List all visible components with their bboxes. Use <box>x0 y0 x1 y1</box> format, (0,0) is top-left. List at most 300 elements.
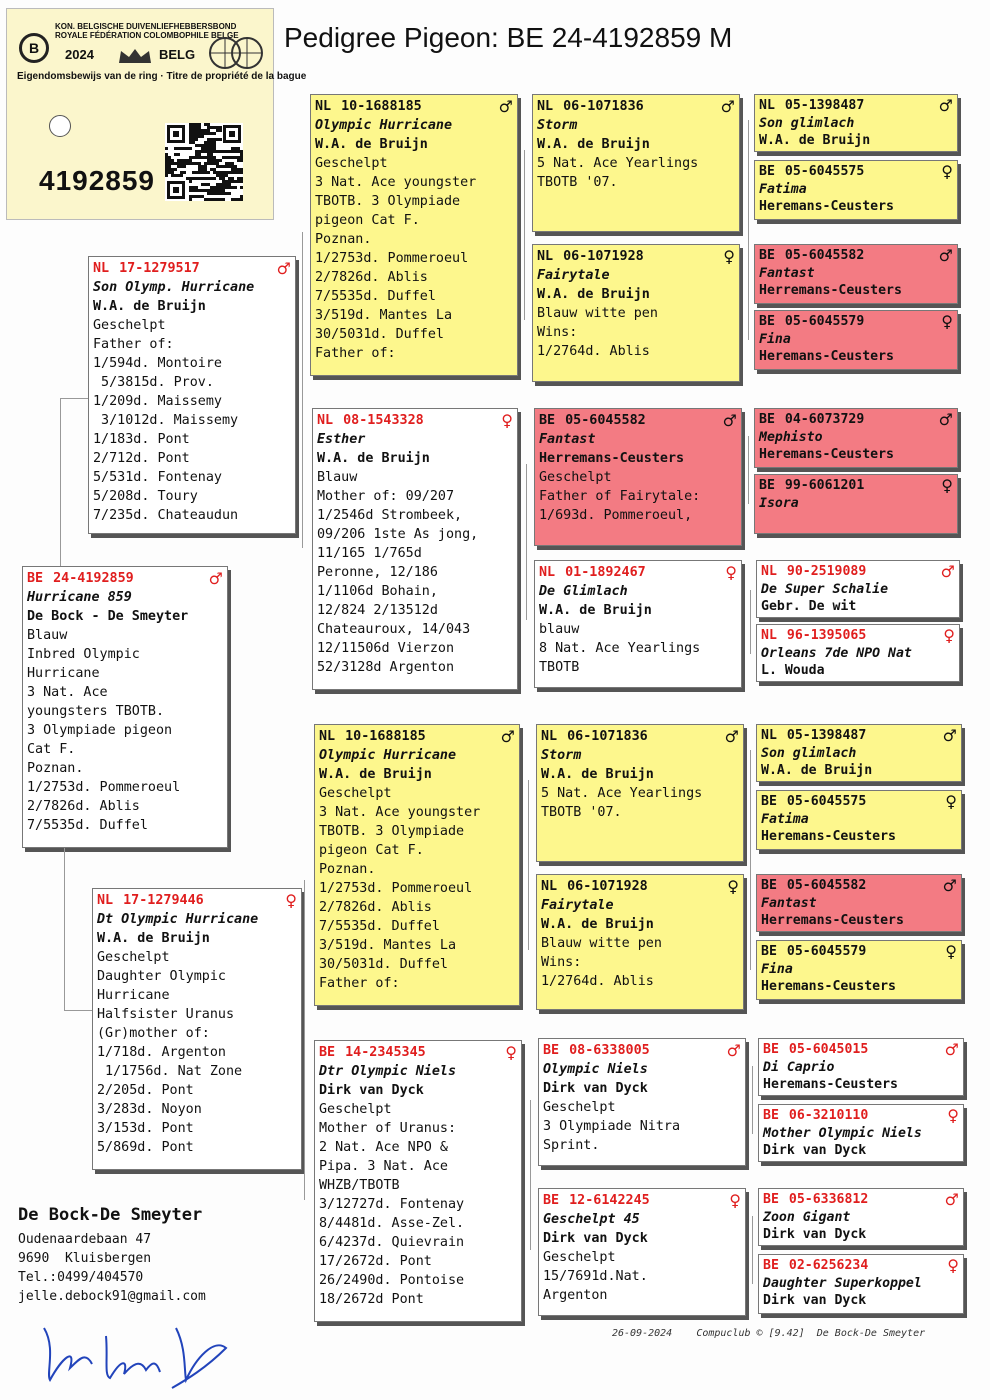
card-line: TBOTB '07. <box>537 175 618 190</box>
ring-number: 05-6045575 <box>786 794 867 809</box>
card-line: Blauw <box>317 470 358 485</box>
pigeon-name: Storm <box>541 748 582 763</box>
pigeon-name: Di Caprio <box>763 1059 835 1075</box>
ring-number: 14-2345345 <box>345 1045 426 1060</box>
country-code: BE <box>759 314 775 329</box>
card-header <box>759 477 953 495</box>
pigeon-name: Fatima <box>759 181 807 197</box>
card-header <box>541 727 739 746</box>
ring-number: 05-6045582 <box>786 878 867 893</box>
connector-line <box>750 590 751 654</box>
card-header <box>759 313 953 331</box>
ring-number: 17-1279517 <box>119 261 200 276</box>
sex-icon: ♀ <box>723 247 735 266</box>
card-header <box>763 1107 959 1125</box>
card-line: 2 Nat. Ace NPO & <box>319 1140 448 1155</box>
pigeon-owner: W.A. de Bruijn <box>537 137 650 152</box>
pedigree-card-g14[interactable] <box>758 1104 964 1162</box>
pigeon-owner: W.A. de Bruijn <box>539 603 652 618</box>
card-line: Geschelpt <box>319 786 392 801</box>
ring-hole <box>49 115 71 137</box>
ring-number: 17-1279446 <box>123 893 204 908</box>
pedigree-card-g9[interactable] <box>756 724 962 782</box>
pigeon-name: Fina <box>761 961 793 977</box>
country-code: NL <box>537 99 554 114</box>
card-header <box>319 1043 517 1062</box>
country-code: BE <box>759 164 775 179</box>
ring-number: 04-6073729 <box>784 412 865 427</box>
pigeon-name: Mephisto <box>759 429 823 445</box>
country-code: NL <box>537 249 554 264</box>
address-phone: Tel.:0499/404570 <box>18 1270 144 1285</box>
card-line: 2/7826d. Ablis <box>315 270 428 285</box>
card-header <box>315 97 513 116</box>
pedigree-card-fm[interactable] <box>312 408 518 690</box>
country-code: NL <box>541 879 558 894</box>
card-line: 11/165 1/765d <box>317 546 422 561</box>
pedigree-card-g3[interactable] <box>754 244 958 304</box>
pedigree-card-mother[interactable] <box>92 888 302 1170</box>
card-header <box>763 1041 959 1059</box>
country-code: NL <box>761 564 777 579</box>
connector-line <box>750 750 751 970</box>
globe-logo-icon <box>207 35 265 71</box>
card-header <box>539 563 737 582</box>
card-line: 30/5031d. Duffel <box>315 327 444 342</box>
pigeon-owner: Dirk van Dyck <box>543 1231 648 1246</box>
card-line: Geschelpt <box>97 950 170 965</box>
print-date: 26-09-2024 <box>612 1328 673 1339</box>
card-header <box>761 943 957 961</box>
card-line: Geschelpt <box>543 1100 616 1115</box>
country-code: BE <box>763 1192 779 1207</box>
country-code: BE <box>763 1042 779 1057</box>
ring-number: 08-6338005 <box>569 1043 650 1058</box>
sex-icon: ♂ <box>944 1190 959 1209</box>
pedigree-card-ff[interactable] <box>310 94 518 376</box>
pigeon-owner: W.A. de Bruijn <box>93 299 206 314</box>
card-line: Inbred Olympic <box>27 647 140 662</box>
card-line: Sprint. <box>543 1138 600 1153</box>
pigeon-owner: Heremans-Ceusters <box>763 1077 898 1092</box>
card-line: Wins: <box>541 955 582 970</box>
pedigree-card-mmf[interactable] <box>538 1038 746 1166</box>
country-code: BE <box>763 1108 779 1123</box>
card-line: Poznan. <box>315 232 372 247</box>
pigeon-owner: W.A. de Bruijn <box>317 451 430 466</box>
card-line: Father of: <box>315 346 396 361</box>
card-line: 3 Nat. Ace youngster <box>319 805 481 820</box>
pigeon-owner: W.A. de Bruijn <box>97 931 210 946</box>
ring-year: 2024 <box>65 47 94 62</box>
sex-icon: ♂ <box>498 97 513 116</box>
pigeon-name: De Super Schalie <box>761 581 889 597</box>
country-code: NL <box>759 98 775 113</box>
pigeon-name: Daughter Superkoppel <box>763 1275 922 1291</box>
card-line: 3 Nat. Ace <box>27 685 108 700</box>
pigeon-name: Esther <box>317 432 366 447</box>
card-line: 15/7691d.Nat. <box>543 1269 648 1284</box>
pigeon-name: Son Olymp. Hurricane <box>93 280 255 295</box>
ring-number: 06-1071836 <box>567 729 648 744</box>
pigeon-name: Mother Olympic Niels <box>763 1125 922 1141</box>
card-line: blauw <box>539 622 580 637</box>
pedigree-card-g2[interactable] <box>754 160 958 220</box>
pedigree-card-g13[interactable] <box>758 1038 964 1096</box>
pigeon-owner: Herremans-Ceusters <box>759 283 902 298</box>
pigeon-name: Fantast <box>759 265 815 281</box>
sex-icon: ♂ <box>942 726 957 745</box>
card-line: Pipa. 3 Nat. Ace <box>319 1159 448 1174</box>
ring-number: 05-6336812 <box>788 1192 869 1207</box>
connector-line <box>530 1100 531 1250</box>
pedigree-card-mmm[interactable] <box>538 1188 746 1316</box>
connector-line <box>748 120 749 340</box>
card-line: 2/7826d. Ablis <box>319 900 432 915</box>
ring-number: 06-1071836 <box>563 99 644 114</box>
card-line: 18/2672d Pont <box>319 1292 424 1307</box>
card-header <box>97 891 297 910</box>
card-line: 5/531d. Fontenay <box>93 470 222 485</box>
card-header <box>537 97 735 116</box>
sex-icon: ♂ <box>500 727 515 746</box>
card-header <box>759 163 953 181</box>
pigeon-name: Storm <box>537 118 578 133</box>
card-line: Argenton <box>543 1288 608 1303</box>
card-header <box>759 97 953 115</box>
card-line: Geschelpt <box>315 156 388 171</box>
card-line: Poznan. <box>319 862 376 877</box>
card-line: Hurricane <box>27 666 100 681</box>
connector-line <box>304 880 305 1200</box>
pigeon-owner: L. Wouda <box>761 663 825 678</box>
card-line: 1/2753d. Pommeroeul <box>319 881 473 896</box>
card-line: Mother of: 09/207 <box>317 489 455 504</box>
country-code: NL <box>539 565 556 580</box>
address-street: Oudenaardebaan 47 <box>18 1232 152 1247</box>
pigeon-name: Fairytale <box>537 268 610 283</box>
card-header <box>761 563 955 581</box>
pedigree-card-subject[interactable] <box>22 566 228 848</box>
ring-number: 05-6045579 <box>786 944 867 959</box>
ring-number: 06-1071928 <box>567 879 648 894</box>
card-line: 1/594d. Montoire <box>93 356 222 371</box>
card-line: 1/2753d. Pommeroeul <box>315 251 469 266</box>
card-line: 5 Nat. Ace Yearlings <box>537 156 699 171</box>
pedigree-card-mff[interactable] <box>536 724 744 862</box>
card-header <box>759 247 953 265</box>
pigeon-owner: Dirk van Dyck <box>543 1081 648 1096</box>
pigeon-owner: Dirk van Dyck <box>763 1143 867 1158</box>
pigeon-name: Olympic Hurricane <box>319 748 457 763</box>
breeder-address <box>18 1230 206 1306</box>
card-header <box>763 1257 959 1275</box>
card-line: Mother of Uranus: <box>319 1121 457 1136</box>
pedigree-card-mfm[interactable] <box>536 874 744 1010</box>
card-line: 30/5031d. Duffel <box>319 957 448 972</box>
ring-number: 05-6045575 <box>784 164 865 179</box>
card-line: 17/2672d. Pont <box>319 1254 432 1269</box>
card-line: 2/712d. Pont <box>93 451 190 466</box>
card-line: Geschelpt <box>319 1102 392 1117</box>
card-line: pigeon Cat F. <box>315 213 420 228</box>
card-header <box>759 411 953 429</box>
country-code: NL <box>93 261 110 276</box>
pigeon-owner: De Bock - De Smeyter <box>27 609 189 624</box>
connector-line <box>60 398 88 399</box>
pedigree-card-mm[interactable] <box>314 1040 522 1322</box>
sex-icon: ♀ <box>945 792 957 811</box>
pigeon-owner: Herremans-Ceusters <box>539 451 685 466</box>
pigeon-name: Geschelpt 45 <box>543 1212 640 1227</box>
software-label: Compuclub © [9.42] <box>696 1328 805 1339</box>
country-code: BE <box>759 412 775 427</box>
card-line: 1/2764d. Ablis <box>537 344 650 359</box>
sex-icon: ♂ <box>940 562 955 581</box>
pigeon-name: Orleans 7de NPO Nat <box>761 645 912 661</box>
card-header <box>761 727 957 745</box>
sex-icon: ♂ <box>726 1041 741 1060</box>
country-code: NL <box>97 893 114 908</box>
connector-line <box>526 464 527 620</box>
sex-icon: ♀ <box>943 626 955 645</box>
card-header <box>27 569 223 588</box>
pedigree-card-g8[interactable] <box>756 624 960 682</box>
sex-icon: ♀ <box>285 891 297 910</box>
sex-icon: ♂ <box>942 876 957 895</box>
card-line: 3/283d. Noyon <box>97 1102 202 1117</box>
pedigree-card-g7[interactable] <box>756 560 960 618</box>
card-line: (Gr)mother of: <box>97 1026 210 1041</box>
card-line: Blauw witte pen <box>537 306 658 321</box>
pedigree-card-fmm[interactable] <box>534 560 742 688</box>
ring-number: 06-3210110 <box>788 1108 869 1123</box>
pedigree-card-g10[interactable] <box>756 790 962 850</box>
ring-number: 05-1398487 <box>786 728 867 743</box>
pigeon-owner: W.A. de Bruijn <box>319 767 432 782</box>
card-line: youngsters TBOTB. <box>27 704 165 719</box>
card-line: Father of: <box>319 976 400 991</box>
pigeon-owner: Heremans-Ceusters <box>761 979 896 994</box>
connector-line <box>64 1010 92 1011</box>
card-header <box>541 877 739 896</box>
country-code: NL <box>541 729 558 744</box>
card-line: Father of Fairytale: <box>539 489 701 504</box>
country-code: BE <box>539 413 556 428</box>
country-code: BE <box>761 878 777 893</box>
sex-icon: ♀ <box>947 1256 959 1275</box>
pedigree-card-g11[interactable] <box>756 874 962 932</box>
sex-icon: ♂ <box>938 410 953 429</box>
sex-icon: ♀ <box>729 1191 741 1210</box>
pigeon-name: Fairytale <box>541 898 614 913</box>
connector-line <box>64 848 65 1010</box>
signature-icon <box>36 1318 236 1390</box>
pigeon-owner: Dirk van Dyck <box>763 1227 867 1242</box>
card-line: TBOTB. 3 Olympiade <box>319 824 465 839</box>
card-line: 5/3815d. Prov. <box>93 375 214 390</box>
ring-number: 08-1543328 <box>343 413 424 428</box>
ring-number: 05-6045579 <box>784 314 865 329</box>
card-line: 1/693d. Pommeroeul, <box>539 508 693 523</box>
card-header <box>761 877 957 895</box>
card-line: 1/2764d. Ablis <box>541 974 654 989</box>
card-line: 09/206 1ste As jong, <box>317 527 479 542</box>
pedigree-card-g5[interactable] <box>754 408 958 468</box>
sex-icon: ♂ <box>938 246 953 265</box>
card-line: 1/2753d. Pommeroeul <box>27 780 181 795</box>
pigeon-name: Fina <box>759 331 791 347</box>
card-line: pigeon Cat F. <box>319 843 424 858</box>
pigeon-owner: W.A. de Bruijn <box>315 137 428 152</box>
card-line: 7/5535d. Duffel <box>315 289 436 304</box>
crown-icon <box>117 47 153 65</box>
pigeon-owner: Dirk van Dyck <box>319 1083 424 1098</box>
ring-number: 01-1892467 <box>565 565 646 580</box>
address-city: 9690 Kluisbergen <box>18 1251 152 1266</box>
ring-org-nl: KON. BELGISCHE DUIVENLIEFHEBBERSBOND <box>55 22 237 31</box>
sex-icon: ♀ <box>945 942 957 961</box>
ring-property-text: Eigendomsbewijs van de ring · Titre de propriété de la bague <box>17 71 307 82</box>
card-header <box>93 259 291 278</box>
pigeon-name: Hurricane 859 <box>27 590 132 605</box>
pedigree-card-g6[interactable] <box>754 474 958 534</box>
pigeon-owner: W.A. de Bruijn <box>537 287 650 302</box>
country-code: NL <box>315 99 332 114</box>
connector-line <box>752 1066 753 1134</box>
pedigree-card-g16[interactable] <box>758 1254 964 1314</box>
country-code: NL <box>317 413 334 428</box>
card-line: 8 Nat. Ace Yearlings <box>539 641 701 656</box>
kbdb-logo-icon: B <box>19 33 49 63</box>
pedigree-card-fmf[interactable] <box>534 408 742 546</box>
connector-line <box>528 780 529 950</box>
pedigree-card-fff[interactable] <box>532 94 740 232</box>
pedigree-card-g4[interactable] <box>754 310 958 370</box>
pigeon-owner: Heremans-Ceusters <box>759 199 894 214</box>
card-line: 3 Olympiade pigeon <box>27 723 173 738</box>
address-email[interactable]: jelle.debock91@gmail.com <box>18 1289 206 1304</box>
card-line: 6/4237d. Quievrain <box>319 1235 465 1250</box>
card-line: WHZB/TBOTB <box>319 1178 400 1193</box>
card-line: 1/718d. Argenton <box>97 1045 226 1060</box>
country-code: BE <box>543 1043 560 1058</box>
pedigree-card-ffm[interactable] <box>532 244 740 382</box>
ring-number: 4192859 <box>39 165 156 196</box>
print-meta <box>612 1328 925 1339</box>
card-header <box>317 411 513 430</box>
country-code: BE <box>759 478 775 493</box>
card-line: 5 Nat. Ace Yearlings <box>541 786 703 801</box>
card-line: 2/205d. Pont <box>97 1083 194 1098</box>
ring-number: 05-1398487 <box>784 98 865 113</box>
ring-number: 02-6256234 <box>788 1258 869 1273</box>
card-line: 3/519d. Mantes La <box>315 308 453 323</box>
country-code: BE <box>763 1258 779 1273</box>
pedigree-card-g15[interactable] <box>758 1188 964 1246</box>
card-line: 52/3128d Argenton <box>317 660 455 675</box>
card-line: Peronne, 12/186 <box>317 565 438 580</box>
card-header <box>763 1191 959 1209</box>
card-line: Geschelpt <box>539 470 612 485</box>
pigeon-name: Son glimlach <box>761 745 857 761</box>
sex-icon: ♂ <box>722 411 737 430</box>
ring-number: 96-1395065 <box>786 628 867 643</box>
pigeon-owner: W.A. de Bruijn <box>759 133 871 148</box>
pigeon-owner: Herremans-Ceusters <box>761 913 904 928</box>
country-code: BE <box>543 1193 560 1208</box>
card-line: 1/1106d Bohain, <box>317 584 438 599</box>
card-line: Halfsister Uranus <box>97 1007 235 1022</box>
pigeon-owner: Heremans-Ceusters <box>759 447 894 462</box>
country-code: NL <box>761 728 777 743</box>
ring-number: 90-2519089 <box>786 564 867 579</box>
pedigree-card-father[interactable] <box>88 256 296 534</box>
sex-icon: ♀ <box>941 312 953 331</box>
pedigree-card-g1[interactable] <box>754 94 958 152</box>
pigeon-name: Fantast <box>539 432 596 447</box>
pigeon-name: Dt Olympic Hurricane <box>97 912 259 927</box>
qr-code-icon <box>165 123 243 201</box>
sex-icon: ♀ <box>505 1043 517 1062</box>
card-line: 1/2546d Strombeek, <box>317 508 463 523</box>
card-line: 8/4481d. Asse-Zel. <box>319 1216 465 1231</box>
country-code: BE <box>27 571 44 586</box>
card-line: 7/5535d. Duffel <box>319 919 440 934</box>
pigeon-owner: W.A. de Bruijn <box>761 763 873 778</box>
card-line: TBOTB '07. <box>541 805 622 820</box>
card-header <box>543 1191 741 1210</box>
card-line: 2/7826d. Ablis <box>27 799 140 814</box>
card-line: TBOTB. 3 Olympiade <box>315 194 461 209</box>
card-line: Blauw <box>27 628 68 643</box>
sex-icon: ♀ <box>725 563 737 582</box>
pigeon-name: Olympic Hurricane <box>315 118 453 133</box>
pigeon-name: Fatima <box>761 811 809 827</box>
ring-certificate <box>6 8 307 220</box>
ring-number: 05-6045582 <box>565 413 646 428</box>
pigeon-name: De Glimlach <box>539 584 628 599</box>
card-line: Wins: <box>537 325 578 340</box>
card-line: Chateauroux, 14/043 <box>317 622 471 637</box>
card-line: 12/11506d Vierzon <box>317 641 455 656</box>
pedigree-card-g12[interactable] <box>756 940 962 1000</box>
sex-icon: ♂ <box>276 259 291 278</box>
sex-icon: ♂ <box>724 727 739 746</box>
sex-icon: ♀ <box>727 877 739 896</box>
pigeon-owner: Heremans-Ceusters <box>759 349 894 364</box>
card-header <box>537 247 735 266</box>
card-header <box>543 1041 741 1060</box>
pedigree-card-mf[interactable] <box>314 724 520 1006</box>
pigeon-owner: W.A. de Bruijn <box>541 917 654 932</box>
ring-number: 12-6142245 <box>569 1193 650 1208</box>
ring-country: BELG <box>159 47 196 62</box>
sex-icon: ♀ <box>947 1106 959 1125</box>
country-code: BE <box>759 248 775 263</box>
card-line: 3/1012d. Maissemy <box>93 413 239 428</box>
card-line: 1/209d. Maissemy <box>93 394 222 409</box>
sex-icon: ♂ <box>944 1040 959 1059</box>
ring-number: 24-4192859 <box>53 571 134 586</box>
card-header <box>539 411 737 430</box>
card-line: 26/2490d. Pontoise <box>319 1273 465 1288</box>
card-header <box>319 727 515 746</box>
pigeon-owner: Heremans-Ceusters <box>761 829 896 844</box>
card-line: TBOTB <box>539 660 580 675</box>
card-line: 1/1756d. Nat Zone <box>97 1064 243 1079</box>
breeder-name: De Bock-De Smeyter <box>18 1205 203 1225</box>
